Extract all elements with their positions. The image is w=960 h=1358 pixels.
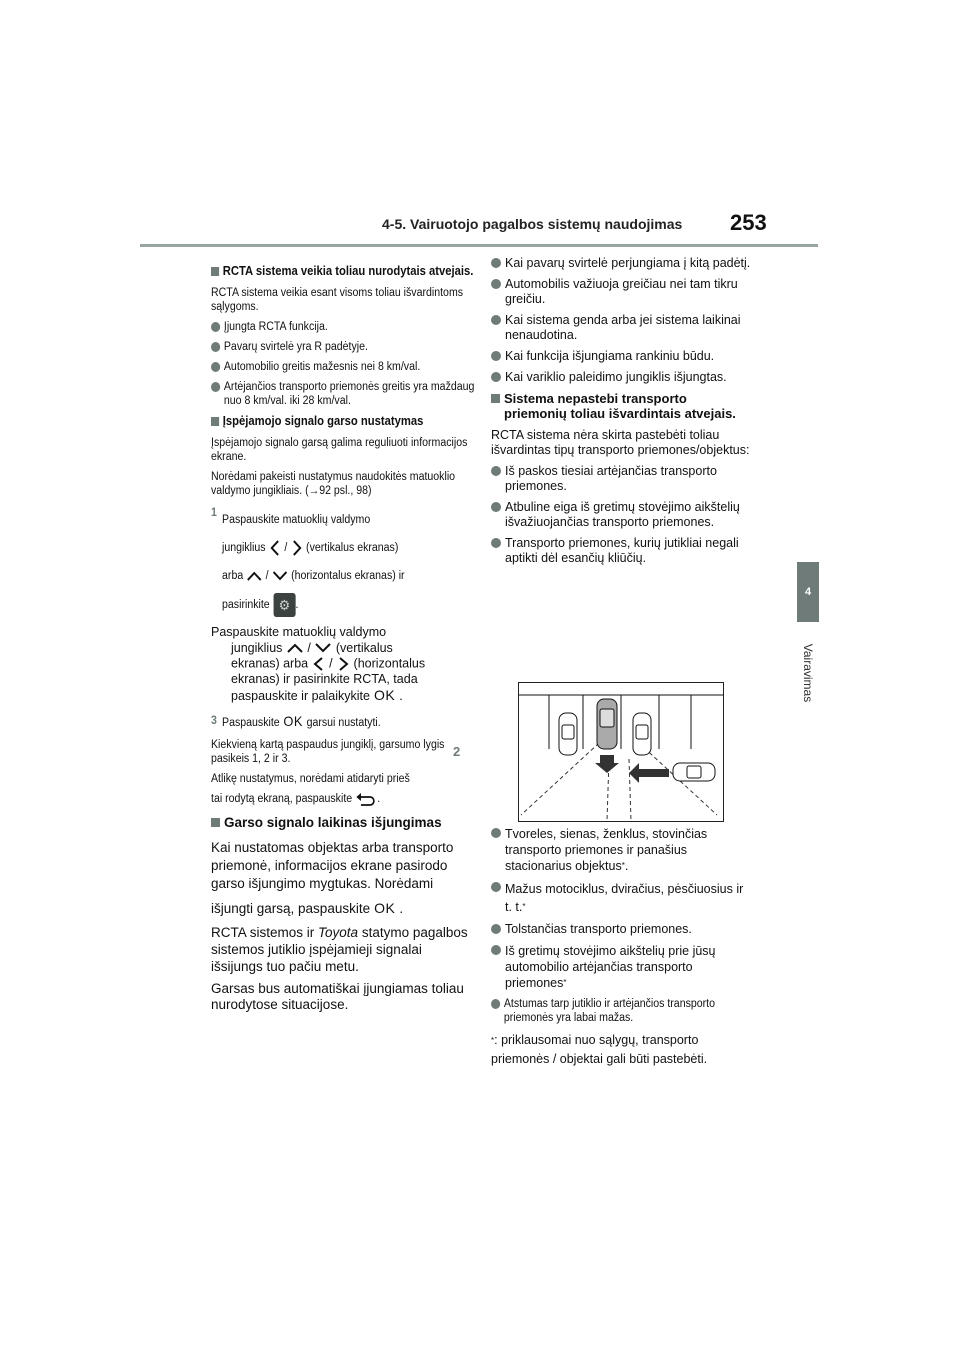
heading-sound-temporary-off: Garso signalo laikinas išjungimas: [211, 814, 471, 832]
list-item: Iš gretimų stovėjimo aikštelių prie jūsų automobilio artėjančias transporto priemones*: [491, 943, 751, 991]
list-item: Artėjančios transporto priemonės greitis yra maždaug nuo 8 km/val. iki 28 km/val.: [211, 380, 482, 408]
list-item: Įjungta RCTA funkcija.: [211, 320, 482, 334]
approaching-arrow: [629, 763, 669, 783]
approaching-car: [673, 763, 715, 781]
chevron-down-icon: [314, 642, 332, 654]
paragraph: RCTA sistema veikia esant visoms toliau išvardintoms sąlygoms.: [211, 287, 464, 313]
list-item: Kai sistema genda arba jei sistema laikinai nenaudotina.: [491, 313, 751, 343]
ok-button-glyph: OK: [374, 900, 396, 917]
paragraph: Atlikę nustatymus, norėdami atidaryti prieš tai rodytą ekraną, paspauskite .: [211, 773, 410, 806]
step-3: 3 Paspauskite OK garsui nustatyti.: [211, 713, 381, 729]
heading-sound-setting: Įspėjamojo signalo garso nustatymas: [211, 414, 480, 429]
paragraph: Įspėjamojo signalo garsą galima reguliuoti informacijos ekrane.: [211, 437, 468, 463]
parked-car-left: [559, 713, 577, 755]
list-item: Kai pavarų svirtelė perjungiama į kitą padėtį.: [491, 256, 751, 271]
right-column-lower: [491, 826, 751, 1075]
header-divider: [140, 244, 818, 247]
list-item: Atstumas tarp jutiklio ir artėjančios transporto priemonės yra labai mažas.: [491, 997, 762, 1025]
right-column: [491, 256, 751, 572]
chevron-right-icon: [336, 656, 350, 672]
paragraph: Kiekvieną kartą paspaudus jungiklį, garsumo lygis pasikeis 1, 2 ir 3.: [211, 739, 445, 765]
list-item: Iš paskos tiesiai artėjančias transporto priemones.: [491, 464, 751, 494]
list-item: Transporto priemones, kurių jutikliai negali aptikti dėl esančių kliūčių.: [491, 536, 751, 566]
list-item: Pavarų svirtelė yra R padėtyje.: [211, 340, 482, 354]
back-icon: [355, 792, 377, 806]
paragraph: RCTA sistemos ir Toyota statymo pagalbos sistemos jutiklio įspėjamieji signalai išsijungs tuo pačiu metu.: [211, 925, 468, 975]
left-column: [211, 264, 475, 1019]
step-2-number: 2: [453, 744, 461, 759]
reverse-arrow: [595, 755, 619, 773]
step-2-text: Paspauskite matuoklių valdymo jungiklius / (vertikalus ekranas) arba / (horizontalus ekranas) ir pasirinkite RCTA, tada paspauskite ir palaikykite OK .: [211, 625, 426, 703]
heading-rcta-active: RCTA sistema veikia toliau nurodytais atvejais.: [211, 264, 480, 279]
parking-lot-diagram: [519, 683, 723, 821]
list-item: Kai funkcija išjungiama rankiniu būdu.: [491, 349, 751, 364]
footnote: *: priklausomai nuo sąlygų, transporto priemonės / objektai gali būti pastebėti.: [491, 1033, 708, 1066]
section-title: 4-5. Vairuotojo pagalbos sistemų naudojimas: [382, 216, 683, 232]
list-item: Atbuline eiga iš gretimų stovėjimo aikštelių išvažiuojančias transporto priemones.: [491, 500, 751, 530]
chevron-down-icon: [272, 569, 289, 583]
paragraph: Garsas bus automatiškai įjungiamas toliau nurodytose situacijose.: [211, 981, 464, 1013]
step-1: 1 Paspauskite matuoklių valdymo jungiklius / (vertikalus ekranas) arba / (horizontalus ekranas) ir pasirinkite ⚙ .: [211, 506, 480, 620]
chevron-right-icon: [290, 539, 303, 557]
chapter-tab: 4: [797, 562, 819, 622]
chapter-side-title: Vairavimas: [801, 643, 815, 703]
heading-not-detected: Sistema nepastebi transporto priemonių toliau išvardintais atvejais.: [491, 391, 751, 421]
page-number: 253: [730, 210, 767, 235]
settings-gear-icon: ⚙: [273, 593, 295, 617]
list-item: Kai variklio paleidimo jungiklis išjungtas.: [491, 370, 751, 385]
chevron-up-icon: [286, 642, 304, 654]
list-item: Mažus motociklus, dviračius, pėsčiuosius ir t. t.*: [491, 880, 751, 916]
own-car: [597, 699, 617, 749]
chevron-left-icon: [312, 656, 326, 672]
list-item: Automobilio greitis mažesnis nei 8 km/val.: [211, 360, 482, 374]
ok-button-glyph: OK: [373, 686, 396, 703]
chevron-up-icon: [246, 569, 263, 583]
list-item: Automobilis važiuoja greičiau nei tam tikru greičiu.: [491, 277, 751, 307]
parked-car-right: [633, 713, 651, 755]
rcta-illustration: [518, 682, 724, 822]
paragraph: Norėdami pakeisti nustatymus naudokitės matuoklio valdymo jungikliais. (→92 psl., 98): [211, 471, 456, 497]
paragraph: Kai nustatomas objektas arba transporto priemonė, informacijos ekrane pasirodo garso išjungimo mygtukas. Norėdami išjungti garsą, paspauskite OK .: [211, 840, 454, 917]
list-item: Tolstančias transporto priemones.: [491, 922, 751, 937]
list-item: Tvoreles, sienas, ženklus, stovinčias transporto priemones ir panašius stacionarius objektus*.: [491, 826, 751, 874]
paragraph: RCTA sistema nėra skirta pastebėti toliau išvardintas tipų transporto priemones/objektus:: [491, 428, 750, 457]
chevron-left-icon: [269, 539, 282, 557]
ok-button-glyph: OK: [283, 713, 303, 729]
